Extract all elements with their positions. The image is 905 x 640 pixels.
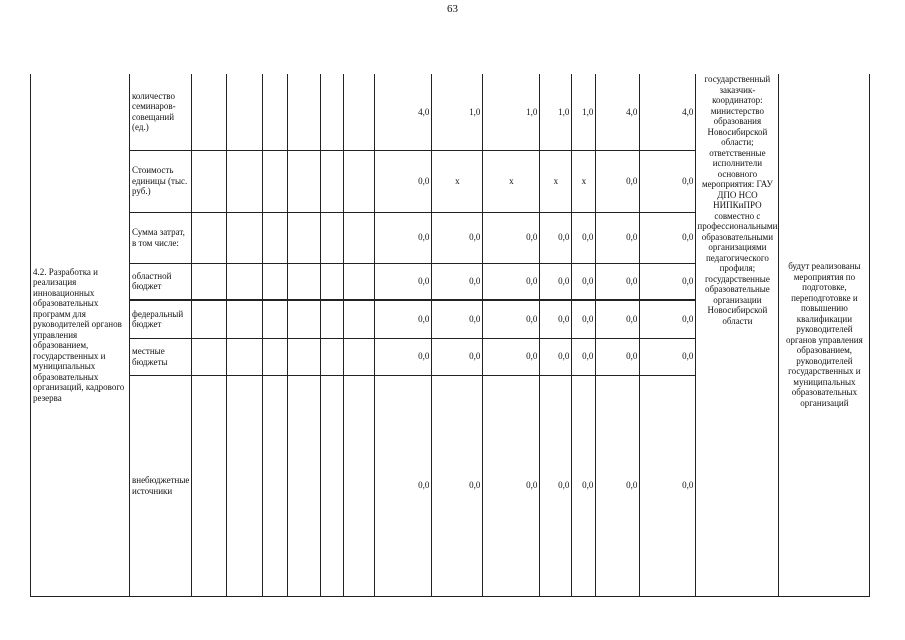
value-cell: 0,0 [596, 263, 640, 300]
value-cell: 0,0 [483, 375, 540, 596]
value-cell: 0,0 [540, 300, 572, 338]
value-cell: 0,0 [375, 338, 432, 375]
value-cell: 0,0 [375, 212, 432, 263]
value-cell: 0,0 [640, 338, 696, 375]
value-cell: 0,0 [640, 150, 696, 212]
indicator-cell: внебюджетные источники [130, 375, 192, 596]
value-cell: 0,0 [375, 300, 432, 338]
value-cell: 0,0 [432, 375, 483, 596]
value-cell: 0,0 [596, 150, 640, 212]
value-cell: 0,0 [483, 338, 540, 375]
value-cell: 1,0 [432, 74, 483, 150]
value-cell: 0,0 [483, 263, 540, 300]
value-cell: 0,0 [572, 300, 596, 338]
value-cell: 0,0 [540, 375, 572, 596]
value-cell: 0,0 [572, 375, 596, 596]
measure-cell: 4.2. Разработка и реализация инновационных образовательных программ для руководителей органов управления образованием, государственных и муниципальных образовательных организаций, кадрового резерва [31, 74, 130, 596]
value-cell: 4,0 [596, 74, 640, 150]
value-cell: 0,0 [572, 212, 596, 263]
indicator-cell: количество семинаров-совещаний (ед.) [130, 74, 192, 150]
value-cell: 1,0 [540, 74, 572, 150]
value-cell: 0,0 [540, 263, 572, 300]
indicator-cell: Стоимость единицы (тыс. руб.) [130, 150, 192, 212]
value-cell: 0,0 [375, 150, 432, 212]
value-cell: 0,0 [596, 375, 640, 596]
page-number: 63 [447, 3, 458, 15]
value-cell: 0,0 [596, 300, 640, 338]
value-cell: 0,0 [596, 338, 640, 375]
value-cell: 0,0 [596, 212, 640, 263]
value-cell: 0,0 [375, 263, 432, 300]
value-cell: 0,0 [540, 338, 572, 375]
value-cell: 0,0 [640, 212, 696, 263]
executor-cell: государственный заказчик-координатор: министерство образования Новосибирской области; ответственные исполнители основного мероприятия: ГАУ ДПО НСО НИПКиПРО совместно с профессиональными образовательными организациями педагогического профиля; государственные образовательные организации Новосибирской области [696, 74, 779, 596]
value-cell: 0,0 [572, 263, 596, 300]
table-row [31, 74, 870, 150]
value-cell: 1,0 [483, 74, 540, 150]
indicator-cell: федеральный бюджет [130, 300, 192, 338]
value-cell: 0,0 [540, 212, 572, 263]
value-cell: 0,0 [432, 212, 483, 263]
value-cell: 0,0 [483, 212, 540, 263]
value-cell: 0,0 [640, 300, 696, 338]
value-cell: 0,0 [432, 300, 483, 338]
value-cell: х [483, 150, 540, 212]
value-cell: х [540, 150, 572, 212]
value-cell: х [572, 150, 596, 212]
indicator-cell: Сумма затрат, в том числе: [130, 212, 192, 263]
result-cell: будут реализованы мероприятия по подготовке, переподготовке и повышению квалификации руководителей органов управления образованием, руководителей государственных и муниципальных образовательных организаций [779, 74, 870, 596]
program-measures-table [30, 74, 870, 597]
value-cell: 0,0 [572, 338, 596, 375]
value-cell: х [432, 150, 483, 212]
value-cell: 0,0 [432, 338, 483, 375]
value-cell: 4,0 [640, 74, 696, 150]
value-cell: 0,0 [640, 375, 696, 596]
value-cell: 4,0 [375, 74, 432, 150]
indicator-cell: местные бюджеты [130, 338, 192, 375]
value-cell: 0,0 [432, 263, 483, 300]
value-cell: 0,0 [483, 300, 540, 338]
value-cell: 0,0 [640, 263, 696, 300]
value-cell: 1,0 [572, 74, 596, 150]
indicator-cell: областной бюджет [130, 263, 192, 300]
value-cell: 0,0 [375, 375, 432, 596]
